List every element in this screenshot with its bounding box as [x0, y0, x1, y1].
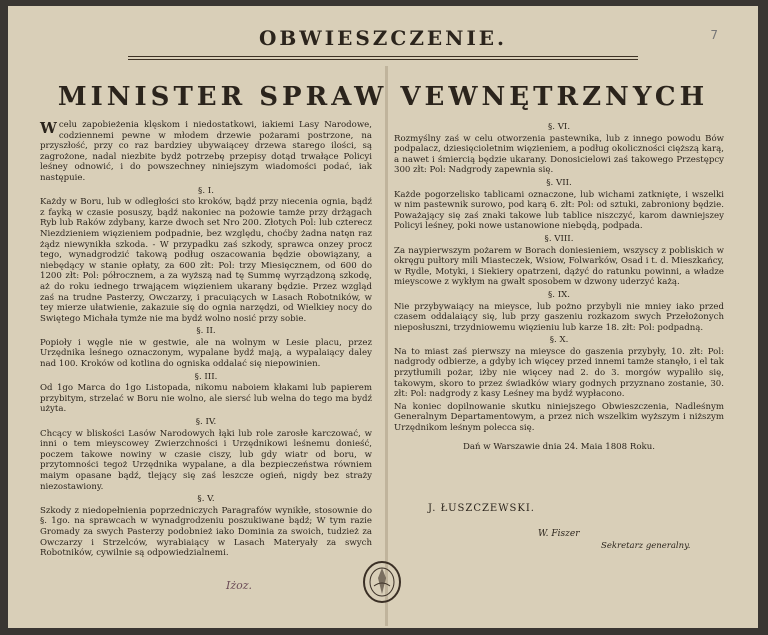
- seal-icon: [360, 556, 404, 606]
- section-9-text: Nie przybywaiący na mieysce, lub pożno przybyli nie mniey iako przed czasem oddalaiący się, lub przy gaszeniu rozkazom swych Przełożonych nieposłuszni, trzydniowemu więzieniu lub karze 18. złt: Pol: podpadną.: [394, 301, 724, 333]
- title-rule-top: [128, 56, 638, 57]
- signer-name: J. ŁUSZCZEWSKI.: [428, 503, 535, 514]
- secretary-name: W. Fiszer: [538, 529, 580, 539]
- pencil-note: 7: [710, 28, 718, 42]
- page-fold: [385, 66, 388, 626]
- section-4-text: Chcący w bliskości Lasów Narodowych łąki lub role zarosłe karczować, w inni o tem mieyscowey Zwierzchności i Urzędnikowi leśnemu donieść, poczem takowe nowiny w czasie ciszy, lub gdy wiatr od boru, w przytomności tegoż Urzędnika wypalane, a dla bezpieczeństwa równiem maiym opasane bądź, tlejący się zaś leszcze ogień, nigdy bez straży niezostawiony.: [40, 428, 372, 492]
- section-2-title: §. II.: [196, 326, 216, 337]
- section-7-text: Każde pogorzelisko tablicami oznaczone, lub wichami zatknięte, i wszelki w nim pastewnik surowo, pod karą 6. złt: Pol: od sztuki, zabroniony będzie. Poważający się zaś znaki takowe lub tablice niszczyć, karom dawniejszey Policyi leśney, poki nowe ustanowione niebędą, podpada.: [394, 189, 724, 232]
- drop-cap: W: [40, 119, 57, 137]
- intro-paragraph: [40, 120, 372, 184]
- section-6-text: Rozmyślny zaś w celu otworzenia pastewnika, lub z innego powodu Bów podpalacz, dziesięcioletnim więzieniem, a podług okoliczności cięższą karą, a nawet i śmiercią będzie ukarany. Donosicielowi zaś takowego Przestępcy 300 złt: Pol: Nadgrody zapewnia się.: [394, 133, 724, 176]
- intro-text: celu zapobieżenia klęskom i niedostatkowi, iakiemi Lasy Narodowe, codziennemi pewne w młodem drzewie pożarami postrzone, na przyszłość, przy co raz bardziey ubywaiącey drzewa starego ilości, są zagrożone, nadal niezbite bydż potrzebę przepisy dotąd trwałące Policyi leśney odnowić, i do powszechney niniejszym wiadomości podać, iak następuie.: [40, 120, 372, 183]
- section-1-text: Każdy w Boru, lub w odległości sto kroków, bądź przy niecenia ognia, bądź z fayką w czasie posuszy, bądź nakoniec na pożowie tamże przy drżągach Ryb lub Raków zdybany, karze dwoch set Nro 200. Złotych Pol: lub czterecz Niezdzieniem więzieniem podpadnie, bez względu, choćby żadna natęn raz żądz niewynikła szkoda. - W przypadku zaś szkody, sprawca onzey procz tego, wynadgrodzić takową podług oszacowania będzie obowiązany, a niebędący w stanie opłaty, za 600 złt: Pol: trzy Miesięcznem, od 600 do 1200 złt: Pol: półrocznem, a za wyższą nad tę Summę wyrządzoną szkodę, aż do roku iednego trwającem więzieniem ukarany będzie. Przez wzgląd zaś na trudne Pasterzy, Owczarzy, i pracuiących w Lasach Robotników, w tey mierze ułatwienie, zakazuie się do ognia narzędzi, od Wielkiey nocy do Swiętego Michała tymże nie ma bydź wolno nosić przy sobie.: [40, 197, 372, 324]
- section-1-title: §. I.: [198, 185, 214, 196]
- section-8-text: Za naypierwszym pożarem w Borach doniesieniem, wszyscy z pobliskich w okręgu pułtory mili Miasteczek, Wsiow, Folwarków, Osad i t. d. Mieszkańcy, w Rydle, Motyki, i Siekiery opatrzeni, dążyć do ratunku powinni, a władze mieyscowe z wykłym na gwałt sposobem w dzwony uderzyć każą.: [394, 245, 724, 288]
- section-7-title: §. VII.: [546, 177, 572, 188]
- section-10-title: §. X.: [549, 335, 569, 346]
- document-subtitle: MINISTER SPRAW VEWNĘTRZNYCH: [57, 82, 709, 112]
- section-8-title: §. VIII.: [544, 233, 574, 244]
- section-3-title: §. III.: [194, 371, 218, 382]
- document-title: OBWIESZCZENIE.: [258, 26, 508, 50]
- title-rule-bottom: [128, 59, 638, 60]
- issue-date: Dań w Warszawie dnia 24. Maia 1808 Roku.: [463, 441, 655, 452]
- right-column: [394, 120, 724, 452]
- section-2-text: Popioły i węgle nie w gestwie, ale na wolnym w Lesie placu, przez Urzędnika leśnego oznaczonym, wypalane bydź mają, a wypalaiący daley nad 100. Kroków od kotlina do ogniska oddalać się niepowinien.: [40, 337, 372, 370]
- section-5-title: §. V.: [197, 494, 215, 505]
- closing-paragraph: Na koniec dopilnowanie skutku niniejszego Obwieszczenia, Nadleśnym Generalnym Departamentowym, a przez nich wszelkim wyższym i niższym Urzędnikom leśnym polecca się.: [394, 401, 724, 434]
- section-5-text: Szkody z niedopełnienia poprzedniczych Paragrafów wynikłe, stosownie do §. 1go. na sprawcach w wynadgrodzeniu poszukiwane bądź; W tym razie Gromady za swych Pasterzy podobnież iako Dominia za swoich, tudzież za Owczarzy i Strzelców, wyrabiaiący w Lasach Materyały za swych Robotników, cywilnie są odpowiedzialnemi.: [40, 505, 372, 559]
- section-9-title: §. IX.: [547, 289, 570, 300]
- left-column: [40, 120, 372, 561]
- document-sheet: [8, 6, 758, 628]
- section-3-text: Od 1go Marca do 1go Listopada, nikomu naboiem kłakami lub papierem przybitym, strzelać w Boru nie wolno, ale siersć lub welna do tego ma bydź użyta.: [40, 383, 372, 415]
- section-6-title: §. VI.: [547, 122, 571, 132]
- section-10-text: Na to miast zaś pierwszy na mieysce do gaszenia przybyły, 10. złt: Pol: nadgrody odbierze, a gdyby ich więcey przed innemi tamże stanęło, i el tak przytłumili pożar, iżby nie więcey nad 2. do 3. morgów wypaliło się, takowym, skoro to przez świadków wiary godnych przyznano zostanie, 30. złt: Pol: nadgrody z kasy Leśney ma bydź wypłacono.: [394, 346, 724, 400]
- secretary-title: Sekretarz generalny.: [601, 541, 691, 551]
- section-4-title: §. IV.: [195, 417, 217, 428]
- ink-stamp: Iżoz.: [226, 579, 253, 592]
